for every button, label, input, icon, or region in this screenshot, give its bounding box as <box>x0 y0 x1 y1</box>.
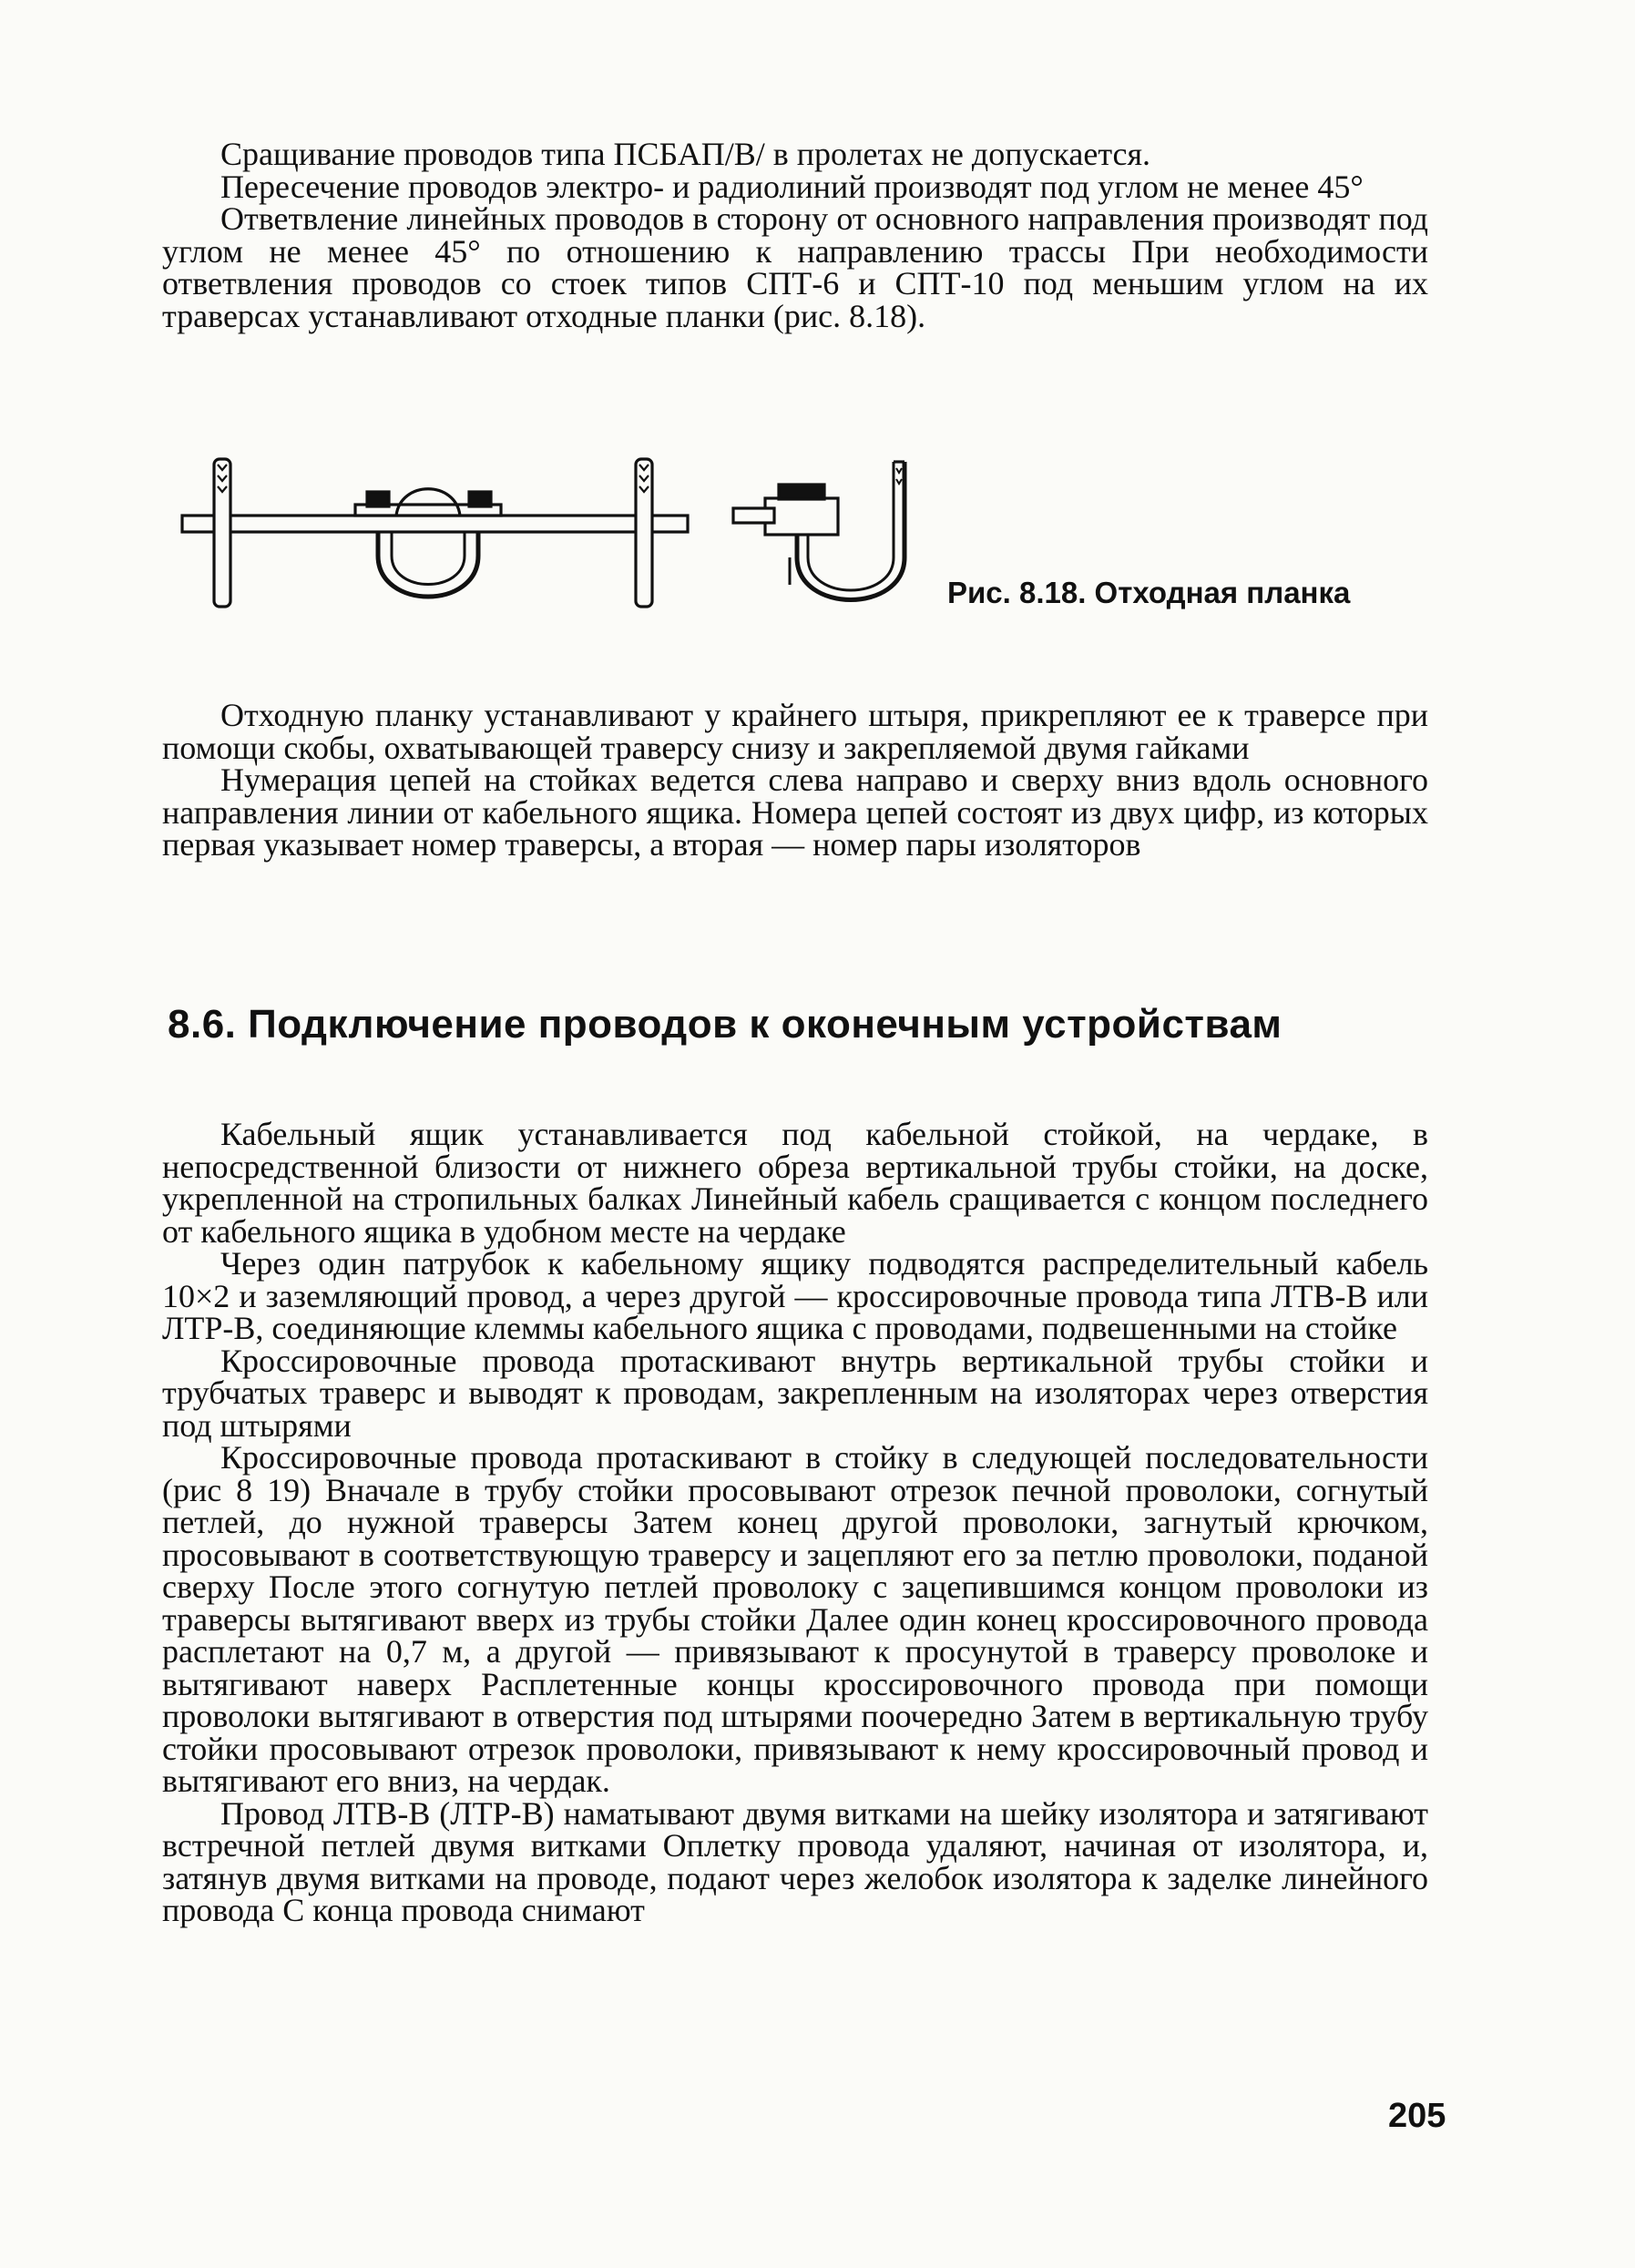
paragraph: Нумерация цепей на стойках ведется слева направо и сверху вниз вдоль основного направления линии от кабельного ящика. Номера цепей состоят из двух цифр, из которых первая указывает номер траверсы, а вторая — номер пары изоляторов <box>162 761 1428 863</box>
text-block-bottom <box>162 1116 1428 1928</box>
text-block-top <box>162 138 1428 332</box>
plate-box <box>765 498 838 535</box>
paragraph: Ответвление линейных проводов в сторону от основного направления производят под углом не менее 45° по отношению к направлению трассы При необходимости ответвления проводов со стоек типов СПТ-6 и СПТ-10 под меньшим углом на их траверсах устанавливают отходные планки (рис. 8.18). <box>162 200 1428 334</box>
figure-8-18-drawing <box>178 448 925 621</box>
paragraph: Пересечение проводов электро- и радиолиний производят под углом не менее 45° <box>220 168 1364 205</box>
text-block-middle <box>162 697 1428 863</box>
paragraph: Кроссировочные провода протаскивают внутрь вертикальной трубы стойки и трубчатых траверс и выводят к проводам, закрепленным на изоляторах через отверстия под штырями <box>162 1342 1428 1444</box>
paragraph: Отходную планку устанавливают у крайнего штыря, прикрепляют ее к траверсе при помощи скобы, охватывающей траверсу снизу и закрепляемой двумя гайками <box>162 697 1428 766</box>
nut-right <box>469 492 491 506</box>
paragraph: Провод ЛТВ-В (ЛТР-В) наматывают двумя витками на шейку изолятора и затягивают встречной петлей двумя витками Оплетку провода удаляют, начиная от изолятора, и, затянув двумя витками на проводе, подают через желобок изолятора к заделке линейного провода С конца провода снимают <box>162 1794 1428 1928</box>
nut-left <box>367 492 389 506</box>
paragraph: Сращивание проводов типа ПСБАП/В/ в пролетах не допускается. <box>220 136 1151 172</box>
crossarm <box>182 516 688 532</box>
page-number: 205 <box>1388 2097 1446 2135</box>
paragraph: Кроссировочные провода протаскивают в стойку в следующей последовательности (рис 8 19) Вначале в трубу стойки просовывают отрезок печной проволоки, согнутый петлей, до нужной траверсы Затем конец другой проволоки, загнутый крючком, просовывают в соответствующую траверсу и зацепляют его за петлю проволоки, поданой сверху После этого согнутую петлей проволоку с зацепившимся концом проволоки из траверсы вытягивают вверх из трубы стойки Далее один конец кроссировочного провода расплетают на 0,7 м, а другой — привязывают к просунутой в траверсу проволоке и вытягивают наверх Расплетенные концы кроссировочного провода при помощи проволоки вытягивают в отверстия под штырями поочередно Затем в вертикальную трубу стойки просовывают отрезок проволоки, привязывают к нему кроссировочный провод и вытягивают его вниз, на чердак. <box>162 1439 1428 1799</box>
section-heading: 8.6. Подключение проводов к оконечным устройствам <box>168 1002 1282 1047</box>
figure-caption: Рис. 8.18. Отходная планка <box>947 576 1351 609</box>
paragraph: Кабельный ящик устанавливается под кабельной стойкой, на чердаке, в непосредственной близости от нижнего обреза вертикальной трубы стойки, на доске, укрепленной на стропильных балках Линейный кабель сращивается с концом последнего от кабельного ящика в удобном месте на чердаке <box>162 1116 1428 1250</box>
paragraph: Через один патрубок к кабельному ящику подводятся распределительный кабель 10×2 и заземляющий провод, а через другой — кроссировочные провода типа ЛТВ-В или ЛТР-В, соединяющие клеммы кабельного ящика с проводами, подвешенными на стойке <box>162 1245 1428 1346</box>
plate-nut <box>779 485 824 499</box>
